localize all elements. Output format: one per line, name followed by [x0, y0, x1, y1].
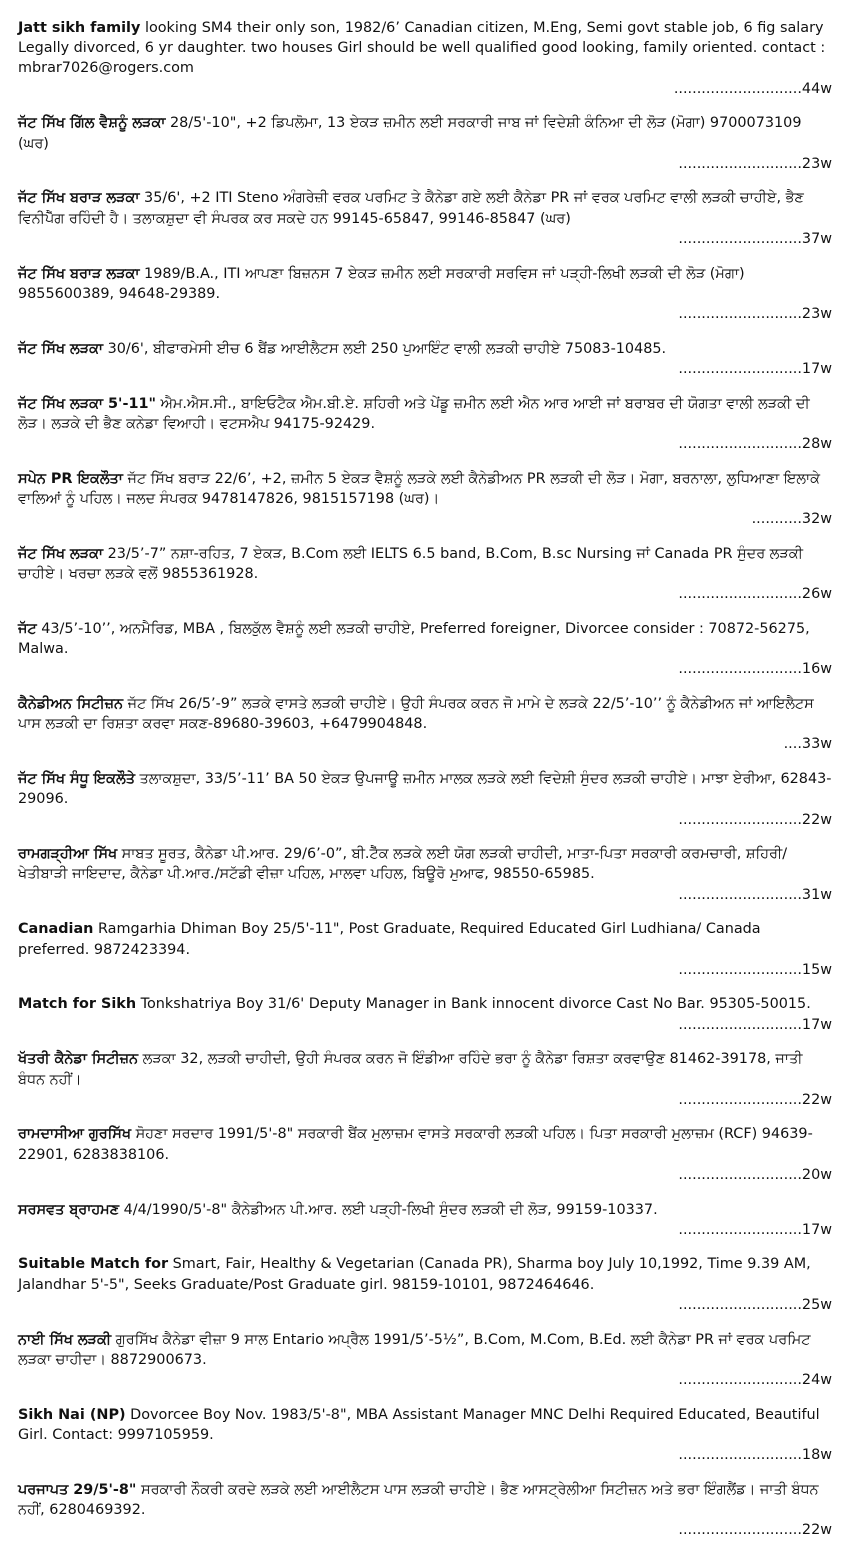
- ad-code: ...........................31w: [678, 886, 832, 903]
- ad-lead: ਨਾਈ ਸਿੱਖ ਲੜਕੀ: [18, 1331, 112, 1348]
- ad-text: 30/6', ਬੀਫਾਰਮੇਸੀ ਈਚ 6 ਬੈਂਡ ਆਈਲੈਟਸ ਲਈ 250 ਪੁਆਇੰਟ ਵਾਲੀ ਲੜਕੀ ਚਾਹੀਏ 75083-10485.: [103, 340, 667, 357]
- ad-code: ............................44w: [673, 80, 832, 97]
- ad-text: 35/6', +2 ITI Steno ਅੰਗਰੇਜ਼ੀ ਵਰਕ ਪਰਮਿਟ ਤੇ ਕੈਨੇਡਾ ਗਏ ਲਈ ਕੈਨੇਡਾ PR ਜਾਂ ਵਰਕ ਪਰਮਿਟ ਵਾਲੀ ਲੜਕੀ ਚਾਹੀਏ, ਭੈਣ ਵਿਨੀਪੈੱਗ ਰਹਿੰਦੀ ਹੈ। ਤਲਾਕਸ਼ੁਦਾ ਵੀ ਸੰਪਰਕ ਕਰ ਸਕਦੇ ਹਨ 99145-65847, 99146-85847 (ਘਰ): [18, 190, 804, 227]
- ad-text: 43/5’-10’’, ਅਨਮੈਰਿਡ, MBA , ਬਿਲਕੁੱਲ ਵੈਸ਼ਨੂੰ ਲਈ ਲੜਕੀ ਚਾਹੀਏ, Preferred foreigner, Divorcee consider : 70872-56275, Malwa.: [18, 620, 810, 658]
- classified-ad: [18, 1480, 832, 1541]
- ad-text: ਗੁਰਸਿੱਖ ਕੈਨੇਡਾ ਵੀਜ਼ਾ 9 ਸਾਲ Entario ਅਪ੍ਰੈਲ 1991/5’-5½”, B.Com, M.Com, B.Ed. ਲਈ ਕੈਨੇਡਾ PR ਜਾਂ ਵਰਕ ਪਰਮਿਟ ਲੜਕਾ ਚਾਹੀਦਾ। 8872900673.: [18, 1331, 811, 1368]
- ad-code: ...........................22w: [678, 1091, 832, 1108]
- ad-lead: Match for Sikh: [18, 996, 137, 1013]
- ad-code: ...........................20w: [678, 1166, 832, 1183]
- ad-lead: ਜੱਟ: [18, 620, 37, 637]
- ad-code: ...........................16w: [678, 661, 832, 678]
- classified-ad: [18, 264, 832, 325]
- ad-text: Dovorcee Boy Nov. 1983/5'-8", MBA Assistant Manager MNC Delhi Required Educated, Beautiful Girl. Contact: 9997105959.: [18, 1406, 820, 1443]
- ad-lead: ਸਪੇਨ PR ਇਕਲੌਤਾ: [18, 470, 123, 487]
- classified-ad: [18, 113, 832, 174]
- ad-code: ...........................24w: [678, 1371, 832, 1388]
- classified-ad: [18, 769, 832, 830]
- classified-ad: [18, 994, 832, 1034]
- ad-text: ਐਮ.ਐਸ.ਸੀ., ਬਾਇਓਟੈਕ ਐਮ.ਬੀ.ਏ. ਸ਼ਹਿਰੀ ਅਤੇ ਪੇਂਡੂ ਜ਼ਮੀਨ ਲਈ ਐਨ ਆਰ ਆਈ ਜਾਂ ਬਰਾਬਰ ਦੀ ਯੋਗਤਾ ਵਾਲੀ ਲੜਕੀ ਦੀ ਲੋੜ। ਲੜਕੇ ਦੀ ਭੈਣ ਕਨੇਡਾ ਵਿਆਹੀ। ਵਟਸਐਪ 94175-92429.: [18, 395, 810, 432]
- ad-text: looking SM4 their only son, 1982/6’ Canadian citizen, M.Eng, Semi govt stable job, 6 fig salary Legally divorced, 6 yr daughter. two houses Girl should be well qualified good looking, family oriented. contact : mbrar7026@rogers.com: [18, 20, 826, 77]
- classified-ad: [18, 544, 832, 605]
- ad-code: ...........................15w: [678, 961, 832, 978]
- classified-ad: [18, 919, 832, 980]
- classified-ad: [18, 1049, 832, 1110]
- ad-text: Smart, Fair, Healthy & Vegetarian (Canada PR), Sharma boy July 10,1992, Time 9.39 AM, Jalandhar 5'-5", Seeks Graduate/Post Graduate girl. 98159-10101, 9872464646.: [18, 1256, 811, 1293]
- ad-text: ਸਰਕਾਰੀ ਨੌਕਰੀ ਕਰਦੇ ਲੜਕੇ ਲਈ ਆਈਲੈਟਸ ਪਾਸ ਲੜਕੀ ਚਾਹੀਏ। ਭੈਣ ਆਸਟ੍ਰੇਲੀਆ ਸਿਟੀਜ਼ਨ ਅਤੇ ਭਰਾ ਇੰਗਲੈਂਡ। ਜਾਤੀ ਬੰਧਨ ਨਹੀਂ, 6280469392.: [18, 1481, 819, 1518]
- ad-lead: ਸਰਸਵਤ ਬ੍ਰਾਹਮਣ: [18, 1201, 120, 1218]
- ad-lead: ਜੱਟ ਸਿੱਖ ਬਰਾੜ ਲੜਕਾ: [18, 265, 140, 282]
- ad-text: Ramgarhia Dhiman Boy 25/5'-11", Post Graduate, Required Educated Girl Ludhiana/ Canada preferred. 9872423394.: [18, 921, 761, 958]
- ad-code: ...........................22w: [678, 1522, 832, 1539]
- ad-lead: Jatt sikh family: [18, 20, 141, 36]
- ad-lead: ਜੱਟ ਸਿੱਖ ਬਰਾੜ ਲੜਕਾ: [18, 190, 140, 207]
- ad-code: ...........................22w: [678, 811, 832, 828]
- ad-text: ਜੱਟ ਸਿੱਖ 26/5’-9” ਲੜਕੇ ਵਾਸਤੇ ਲੜਕੀ ਚਾਹੀਏ। ਉਹੀ ਸੰਪਰਕ ਕਰਨ ਜੋ ਮਾਮੇ ਦੇ ਲੜਕੇ 22/5’-10’’ ਨੂੰ ਕੈਨੇਡੀਅਨ ਜਾਂ ਆਇਲੈਟਸ ਪਾਸ ਲੜਕੀ ਦਾ ਰਿਸ਼ਤਾ ਕਰਵਾ ਸਕਣ-89680-39603, +6479904848.: [18, 695, 814, 733]
- ad-lead: ਰਾਮਗੜ੍ਹੀਆ ਸਿੱਖ: [18, 846, 118, 863]
- ad-lead: Suitable Match for: [18, 1256, 169, 1273]
- ad-code: ...........................18w: [678, 1447, 832, 1464]
- classified-ad: [18, 394, 832, 455]
- ad-text: 4/4/1990/5'-8" ਕੈਨੇਡੀਅਨ ਪੀ.ਆਰ. ਲਈ ਪੜ੍ਹੀ-ਲਿਖੀ ਸੁੰਦਰ ਲੜਕੀ ਦੀ ਲੋੜ, 99159-10337.: [119, 1201, 658, 1218]
- ad-code: ...........32w: [751, 511, 832, 528]
- ad-lead: ਖੱਤਰੀ ਕੈਨੇਡਾ ਸਿਟੀਜ਼ਨ: [18, 1051, 139, 1068]
- ad-code: ...........................23w: [678, 155, 832, 172]
- ad-code: ...........................17w: [678, 1221, 832, 1238]
- ad-lead: ਜੱਟ ਸਿੱਖ ਗਿੱਲ ਵੈਸ਼ਨੂੰ ਲੜਕਾ: [18, 115, 166, 132]
- classified-ad: [18, 619, 832, 680]
- ad-code: ...........................37w: [678, 230, 832, 247]
- ad-text: ਸੋਹਣਾ ਸਰਦਾਰ 1991/5'-8" ਸਰਕਾਰੀ ਬੈਂਕ ਮੁਲਾਜ਼ਮ ਵਾਸਤੇ ਸਰਕਾਰੀ ਲੜਕੀ ਪਹਿਲ। ਪਿਤਾ ਸਰਕਾਰੀ ਮੁਲਾਜ਼ਮ (RCF) 94639-22901, 6283838106.: [18, 1126, 813, 1163]
- classified-ad: [18, 1330, 832, 1391]
- ad-lead: ਰਾਮਦਾਸੀਆ ਗੁਰਸਿੱਖ: [18, 1126, 132, 1143]
- ad-code: ...........................23w: [678, 305, 832, 322]
- classified-ad: [18, 1254, 832, 1315]
- ad-text: ਲੜਕਾ 32, ਲੜਕੀ ਚਾਹੀਦੀ, ਉਹੀ ਸੰਪਰਕ ਕਰਨ ਜੋ ਇੰਡੀਆ ਰਹਿੰਦੇ ਭਰਾ ਨੂੰ ਕੈਨੇਡਾ ਰਿਸ਼ਤਾ ਕਰਵਾਉਣ 81462-39178, ਜਾਤੀ ਬੰਧਨ ਨਹੀਂ।: [18, 1051, 803, 1088]
- ad-text: ਤਲਾਕਸ਼ੁਦਾ, 33/5’-11’ BA 50 ਏਕੜ ਉਪਜਾਊ ਜ਼ਮੀਨ ਮਾਲਕ ਲੜਕੇ ਲਈ ਵਿਦੇਸ਼ੀ ਸੁੰਦਰ ਲੜਕੀ ਚਾਹੀਏ। ਮਾਝਾ ਏਰੀਆ, 62843-29096.: [18, 771, 832, 808]
- ad-text: ਸਾਬਤ ਸੂਰਤ, ਕੈਨੇਡਾ ਪੀ.ਆਰ. 29/6’-0”, ਬੀ.ਟੈੱਕ ਲੜਕੇ ਲਈ ਯੋਗ ਲੜਕੀ ਚਾਹੀਦੀ, ਮਾਤਾ-ਪਿਤਾ ਸਰਕਾਰੀ ਕਰਮਚਾਰੀ, ਸ਼ਹਿਰੀ/ਖੇਤੀਬਾੜੀ ਜਾਇਦਾਦ, ਕੈਨੇਡਾ ਪੀ.ਆਰ./ਸਟੱਡੀ ਵੀਜ਼ਾ ਪਹਿਲ, ਮਾਲਵਾ ਪਹਿਲ, ਬਿਊਰੋ ਮੁਆਫ, 98550-65985.: [18, 846, 788, 883]
- classified-ad: [18, 1405, 832, 1466]
- ad-text: 23/5’-7” ਨਸ਼ਾ-ਰਹਿਤ, 7 ਏਕੜ, B.Com ਲਈ IELTS 6.5 band, B.Com, B.sc Nursing ਜਾਂ Canada PR ਸੁੰਦਰ ਲੜਕੀ ਚਾਹੀਏ। ਖਰਚਾ ਲੜਕੇ ਵਲੋਂ 9855361928.: [18, 545, 803, 582]
- ad-code: ...........................17w: [678, 360, 832, 377]
- ad-lead: ਪਰਜਾਪਤ 29/5'-8": [18, 1481, 137, 1498]
- ad-text: ਜੱਟ ਸਿੱਖ ਬਰਾੜ 22/6’, +2, ਜ਼ਮੀਨ 5 ਏਕੜ ਵੈਸ਼ਨੂੰ ਲੜਕੇ ਲਈ ਕੈਨੇਡੀਅਨ PR ਲੜਕੀ ਦੀ ਲੋੜ। ਮੋਗਾ, ਬਰਨਾਲਾ, ਲੁਧਿਆਣਾ ਇਲਾਕੇ ਵਾਲਿਆਂ ਨੂੰ ਪਹਿਲ। ਜਲਦ ਸੰਪਰਕ 9478147826, 9815157198 (ਘਰ)।: [18, 470, 820, 507]
- classified-ad: [18, 339, 832, 379]
- ad-code: ...........................25w: [678, 1296, 832, 1313]
- classified-ad: [18, 1124, 832, 1185]
- classified-ad: [18, 844, 832, 905]
- ad-code: ...........................28w: [678, 435, 832, 452]
- ad-lead: ਜੱਟ ਸਿੱਖ ਸੰਧੂ ਇਕਲੌਤੇ: [18, 771, 135, 788]
- classified-ad: [18, 188, 832, 249]
- classified-ad: [18, 469, 832, 530]
- ad-lead: ਕੈਨੇਡੀਅਨ ਸਿਟੀਜ਼ਨ: [18, 695, 124, 712]
- ad-text: Tonkshatriya Boy 31/6' Deputy Manager in Bank innocent divorce Cast No Bar. 95305-50015.: [136, 996, 811, 1013]
- ad-text: 28/5'-10", +2 ਡਿਪਲੋਮਾ, 13 ਏਕੜ ਜ਼ਮੀਨ ਲਈ ਸਰਕਾਰੀ ਜਾਬ ਜਾਂ ਵਿਦੇਸ਼ੀ ਕੰਨਿਆ ਦੀ ਲੋੜ (ਮੋਗਾ) 9700073109 (ਘਰ): [18, 115, 802, 152]
- ad-text: 1989/B.A., ITI ਆਪਣਾ ਬਿਜ਼ਨਸ 7 ਏਕੜ ਜ਼ਮੀਨ ਲਈ ਸਰਕਾਰੀ ਸਰਵਿਸ ਜਾਂ ਪੜ੍ਹੀ-ਲਿਖੀ ਲੜਕੀ ਦੀ ਲੋੜ (ਮੋਗਾ) 9855600389, 94648-29389.: [18, 265, 745, 302]
- classified-ad: [18, 18, 832, 99]
- ad-lead: Canadian: [18, 921, 94, 938]
- ad-lead: ਜੱਟ ਸਿੱਖ ਲੜਕਾ 5'-11": [18, 395, 156, 412]
- ad-lead: Sikh Nai (NP): [18, 1406, 126, 1423]
- classified-ad: [18, 694, 832, 755]
- ad-lead: ਜੱਟ ਸਿੱਖ ਲੜਕਾ: [18, 340, 104, 357]
- ad-code: ...........................26w: [678, 586, 832, 603]
- ad-code: ...........................17w: [678, 1016, 832, 1033]
- classified-ad: [18, 1200, 832, 1240]
- ad-lead: ਜੱਟ ਸਿੱਖ ਲੜਕਾ: [18, 545, 104, 562]
- ad-code: ....33w: [783, 736, 832, 753]
